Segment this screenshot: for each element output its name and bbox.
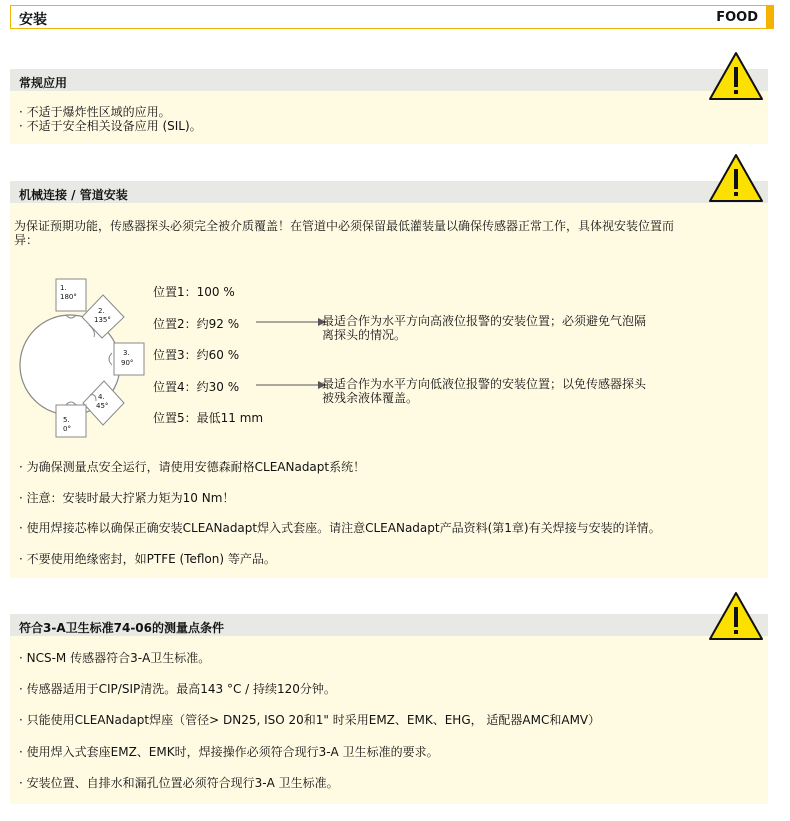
diagram-label-num: 1. — [60, 284, 67, 292]
section-general-title: 常规应用 — [10, 69, 768, 91]
general-line: · 不适于爆炸性区域的应用。 — [19, 105, 171, 119]
sanitary-bullet: · 安装位置、自排水和漏孔位置必须符合现行3-A 卫生标准。 — [19, 776, 339, 790]
page-header — [10, 5, 774, 29]
diagram-label-deg: 90° — [121, 359, 134, 367]
low-level-note: 最适合作为水平方向低液位报警的安装位置；以免传感器探头 — [322, 377, 647, 391]
section-sanitary — [10, 614, 768, 804]
warning-icon — [708, 591, 764, 641]
general-line: · 不适于安全相关设备应用 (SIL)。 — [19, 119, 202, 133]
section-mechanical — [10, 181, 768, 578]
high-level-note: 最适合作为水平方向高液位报警的安装位置；必须避免气泡隔 — [322, 314, 647, 328]
diagram-label-deg: 45° — [96, 402, 109, 410]
intro-line: 为保证预期功能，传感器探头必须完全被介质覆盖！在管道中必须保留最低灌装量以确保传感器正常工作，具体视安装位置而 — [14, 219, 675, 233]
arrow-icon — [256, 317, 326, 327]
diagram-label-num: 3. — [123, 349, 130, 357]
low-level-note: 被残余液体覆盖。 — [322, 391, 419, 405]
pipe-position-diagram — [16, 275, 146, 445]
diagram-label-num: 5. — [63, 416, 70, 424]
intro-line: 异： — [14, 233, 39, 247]
mechanical-bullet: · 为确保测量点安全运行，请使用安德森耐格CLEANadapt系统！ — [19, 460, 366, 474]
mechanical-bullet: · 注意：安装时最大拧紧力矩为10 Nm！ — [19, 491, 235, 505]
warning-icon — [708, 153, 764, 203]
diagram-label-num: 2. — [98, 307, 105, 315]
section-general — [10, 69, 768, 144]
position-1: 位置1：100 % — [153, 285, 235, 299]
sanitary-bullet: · 传感器适用于CIP/SIP清洗。最高143 °C / 持续120分钟。 — [19, 682, 336, 696]
page-title: 安装 — [19, 12, 47, 28]
sanitary-bullet: · 使用焊入式套座EMZ、EMK时，焊接操作必须符合现行3-A 卫生标准的要求。 — [19, 745, 439, 759]
diagram-label-deg: 0° — [63, 425, 71, 433]
high-level-note: 离探头的情况。 — [322, 328, 407, 342]
position-4: 位置4：约30 % — [153, 380, 240, 394]
mechanical-bullet: · 使用焊接芯棒以确保正确安装CLEANadapt焊入式套座。请注意CLEANadapt产品资料(第1章)有关焊接与安装的详情。 — [19, 521, 661, 535]
arrow-icon — [256, 380, 326, 390]
section-mechanical-title: 机械连接 / 管道安装 — [10, 181, 768, 203]
category-badge: FOOD — [716, 10, 758, 25]
diagram-label-deg: 135° — [94, 316, 111, 324]
sanitary-bullet: · 只能使用CLEANadapt焊座（管径> DN25, ISO 20和1" 时采用EMZ、EMK、EHG， 适配器AMC和AMV） — [19, 713, 601, 727]
section-sanitary-title: 符合3-A卫生标准74-06的测量点条件 — [10, 614, 768, 636]
position-3: 位置3：约60 % — [153, 348, 240, 362]
position-2: 位置2：约92 % — [153, 317, 240, 331]
mechanical-bullet: · 不要使用绝缘密封，如PTFE (Teflon) 等产品。 — [19, 552, 276, 566]
sanitary-bullet: · NCS-M 传感器符合3-A卫生标准。 — [19, 651, 211, 665]
warning-icon — [708, 51, 764, 101]
position-5: 位置5：最低11 mm — [153, 411, 264, 425]
diagram-label-num: 4. — [98, 393, 105, 401]
diagram-label-deg: 180° — [60, 293, 77, 301]
